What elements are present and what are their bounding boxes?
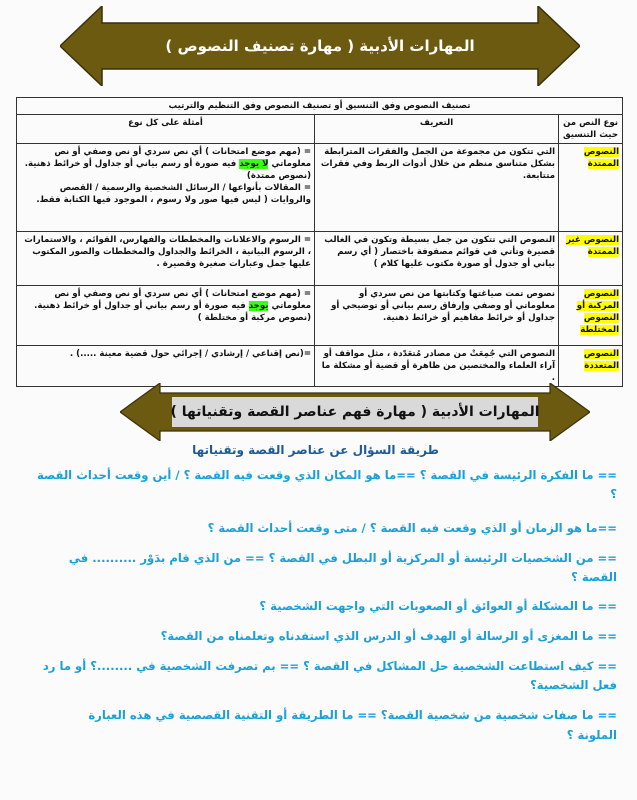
banner-2-title: المهارات الأدبية ( مهارة فهم عناصر القصة وتقنياتها ) bbox=[170, 404, 540, 420]
question-line: فعل الشخصية؟ bbox=[530, 678, 617, 692]
question-line: == من الشخصيات الرئيسة أو المركزية أو البطل في القصة ؟ == من الذي قام بدَوْر .......... في bbox=[68, 551, 617, 565]
type-cell: النصوص المركبة أو النصوص المختلطة bbox=[559, 286, 623, 346]
table-row bbox=[17, 232, 623, 286]
header-examples: أمثلة على كل نوع bbox=[17, 115, 315, 144]
skills-banner-2 bbox=[120, 383, 590, 441]
question-line: الملونة ؟ bbox=[566, 728, 617, 742]
question-line: == ما المشكلة أو العوائق أو الصعوبات التي واجهت الشخصية ؟ bbox=[259, 599, 617, 613]
question-line: ==ما هو الزمان أو الذي وقعت فيه القصة ؟ / متى وقعت أحداث القصة ؟ bbox=[207, 521, 617, 535]
question-line: == ما صفات شخصية من شخصية القصة؟ == ما الطريقة أو التقنية القصصية في هذه العبارة bbox=[88, 708, 617, 722]
question-line: == ما الفكرة الرئيسة في القصة ؟ ==ما هو المكان الذي وقعت فيه القصة ؟ / أين وقعت أحداث القصة bbox=[37, 468, 617, 482]
type-cell: النصوص الممتدة bbox=[559, 144, 623, 232]
skills-banner-1 bbox=[60, 6, 580, 86]
definition-cell: التي تتكون من مجموعة من الجمل والفقرات المترابطة بشكل متناسق منظم من خلال أدوات الربط وفي فقرات متتابعة. bbox=[315, 144, 559, 232]
question-line: ؟ bbox=[610, 487, 617, 501]
table-row bbox=[17, 144, 623, 232]
table-row bbox=[17, 286, 623, 346]
examples-cell: = (مهم موضع امتحانات ) أي نص سردي أو نص وصفي أو نص معلوماتي لا يوجد فيه صورة أو رسم بياني أو جداول أو خرائط ذهنية.(نصوص ممتدة) = المقالات بأنواعها / الرسائل الشخصية والرسمية / القصص والروايات ( ليس فيها صور ولا رسوم ، الموجود فيها الكتابة فقط. bbox=[17, 144, 315, 232]
examples-cell: = الرسوم والاعلانات والمخططات والفهارس، القوائم ، والاستمارات ، الرسوم البيانية ، الخرائط والجداول والمخططات والصور المكتوب عليها جمل وعبارات صغيرة وقصيرة . bbox=[17, 232, 315, 286]
table-row bbox=[17, 346, 623, 387]
questions-heading: طريقة السؤال عن عناصر القصة وتقنياتها bbox=[192, 443, 439, 457]
story-questions bbox=[14, 440, 617, 790]
header-type: نوع النص من حيث التنسيق bbox=[559, 115, 623, 144]
table-title: تصنيف النصوص وفق التنسيق أو تصنيف النصوص وفق التنظيم والترتيب bbox=[17, 98, 623, 115]
text-classification-table bbox=[16, 97, 623, 387]
header-definition: التعريف bbox=[315, 115, 559, 144]
highlight-not-exist: لا يوجد bbox=[239, 159, 269, 169]
examples-cell: = (مهم موضع امتحانات ) أي نص سردي أو نص وصفي أو نص معلوماتي يوجد فيه صورة أو رسم بياني أو جداول أو خرائط ذهنية.(نصوص مركبة أو مختلطة ) bbox=[17, 286, 315, 346]
type-cell: النصوص المتعددة bbox=[559, 346, 623, 387]
question-line: == كيف استطاعت الشخصية حل المشاكل في القصة ؟ == بم تصرفت الشخصية في ........؟ أو ما رد bbox=[42, 659, 617, 673]
examples-cell: =(نص إقناعي / إرشادي / إجرائي حول قضية معينة .....) . bbox=[17, 346, 315, 387]
type-cell: النصوص غير الممتدة bbox=[559, 232, 623, 286]
question-line: القصة ؟ bbox=[571, 570, 617, 584]
definition-cell: نصوص تمت صياغتها وكتابتها من نص سردي أو معلوماتي أو وصفي وإرفاق رسم بياني أو توضيحي أو جداول أو خرائط مفاهيم أو خرائط ذهنية. bbox=[315, 286, 559, 346]
banner-1-title: المهارات الأدبية ( مهارة تصنيف النصوص ) bbox=[165, 37, 475, 55]
definition-cell: النصوص التي تتكون من جمل بسيطة وتكون في الغالب قصيرة وتأتي في قوائم مصفوفة باختصار ( أي رسم بياني أو جدول أو صورة مكتوب عليها كلام ) bbox=[315, 232, 559, 286]
definition-cell: النصوص التي جُمِعَتْ من مصادر مُتعَدّدة ، مثل مواقف أو آراء العلماء والمختصين من ظاهرة أو قضية أو مشكلة ما . bbox=[315, 346, 559, 387]
highlight-exist: يوجد bbox=[248, 301, 269, 311]
question-line: == ما المغزى أو الرسالة أو الهدف أو الدرس الذي استفدناه وتعلمناه من القصة؟ bbox=[160, 629, 617, 643]
